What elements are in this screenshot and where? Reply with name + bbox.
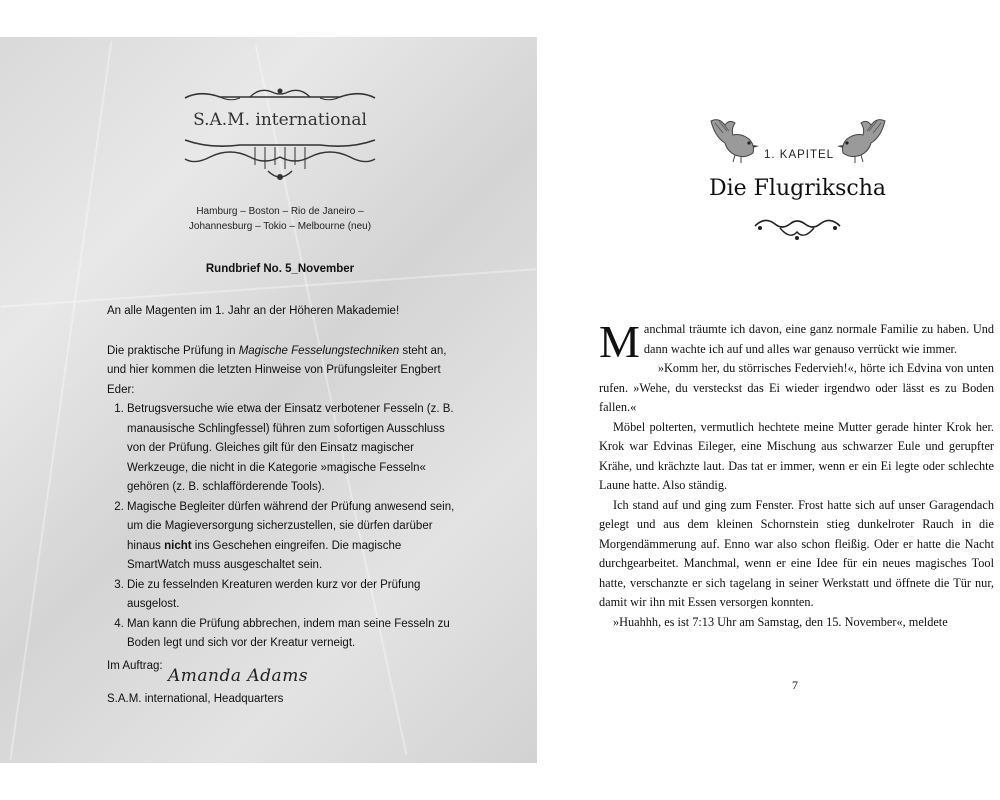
letter-intro bbox=[107, 342, 457, 401]
intro-course-name: Magische Fesselungstechniken bbox=[238, 344, 400, 357]
flourish-bottom-icon bbox=[180, 135, 380, 185]
headquarters-line: S.A.M. international, Headquarters bbox=[107, 693, 284, 705]
rule-item bbox=[127, 498, 457, 576]
intro-text: steht an, und hier kommen die letzten Hinweise von Prüfungsleiter Engbert Eder: bbox=[107, 344, 447, 396]
flourish-top-icon bbox=[180, 84, 380, 106]
circular-title: Rundbrief No. 5_November bbox=[205, 263, 355, 275]
rule-text: Magische Begleiter dürfen während der Prüfung anwesend sein, um die Magieversorgung sicherzustellen, sie dürfen darüber hinaus bbox=[127, 500, 455, 552]
chapter-body bbox=[599, 316, 994, 632]
city-list bbox=[160, 204, 400, 234]
bird-left-icon bbox=[705, 115, 761, 165]
rule-item: 4. Man kann die Prüfung abbrechen, indem man seine Fesseln zu Boden legt und sich vor der Kreatur verneigt. bbox=[127, 615, 457, 654]
paragraph-text: anchmal träumte ich davon, eine ganz normale Familie zu haben. Und dann wachte ich auf und alles war genauso verrückt wie immer. bbox=[643, 322, 994, 356]
paragraph: »Huahhh, es ist 7:13 Uhr am Samstag, den 15. November«, meldete bbox=[613, 614, 948, 629]
paragraph: Möbel polterten, vermutlich hechtete meine Mutter gerade hinter Krok her. Krok war Edvinas Eileger, eine Mischung aus schwarzer Eule und gerupfter Krähe, und krächzte laut. Das tat er immer, wenn er ein Ei legte oder schlechte Laune hatte. Also ständig. bbox=[599, 419, 994, 492]
chapter-title: Die Flugrikscha bbox=[708, 176, 887, 201]
rule-text: Die magische SmartWatch muss ausgeschaltet sein. bbox=[127, 539, 402, 571]
rules-list bbox=[107, 400, 457, 654]
rule-emphasis: nicht bbox=[164, 539, 192, 552]
letter-greeting: An alle Magenten im 1. Jahr an der Höheren Makademie! bbox=[107, 305, 400, 317]
cities-line: Hamburg – Boston – Rio de Janeiro – bbox=[196, 206, 364, 217]
chapter-label: 1. KAPITEL bbox=[764, 149, 835, 161]
letter-body bbox=[107, 302, 457, 654]
cities-line: Johannesburg – Tokio – Melbourne (neu) bbox=[188, 221, 372, 232]
paragraph: Ich stand auf und ging zum Fenster. Frost hatte sich auf unser Garagendach gelegt und aus dem kleinen Schornstein stieg dunkelroter Rauch in die Morgendämmerung auf. Enno war also schon fleißig. Oder er hatte die Nacht durchgearbeitet. Manchmal, wenn er eine Idee für ein neues magisches Tool hatte, verschanzte er sich tagelang in seiner Werkstatt und öffnete die Tür nur, damit wir ihn mit Essen versorgen konnten. bbox=[599, 497, 994, 609]
intro-text: Die praktische Prüfung in bbox=[107, 344, 239, 357]
bird-right-icon bbox=[835, 115, 891, 165]
sign-label: Im Auftrag: bbox=[107, 660, 163, 672]
page-number: 7 bbox=[792, 678, 798, 692]
paragraph bbox=[599, 316, 994, 367]
paragraph: »Komm her, du störrisches Federvieh!«, hörte ich Edvina von unten rufen. »Wehe, du versteckst das Ei wieder irgendwo oder lässt es zu Boden fallen.« bbox=[599, 361, 994, 414]
rule-item: 1. Betrugsversuche wie etwa der Einsatz verbotener Fesseln (z. B. manausische Schlingfessel) führen zum sofortigen Ausschluss von der Prüfung. Gleiches gilt für den Einsatz magischer Werkzeuge, die nicht in die Kategorie »magische Fesseln« gehören (z. B. schlafförderende Tools). bbox=[127, 400, 457, 498]
signature: Amanda Adams bbox=[168, 666, 309, 686]
rule-item: 3. Die zu fesselnden Kreaturen werden kurz vor der Prüfung ausgelost. bbox=[127, 576, 457, 615]
org-name: S.A.M. international bbox=[193, 110, 367, 130]
drop-cap: M bbox=[599, 316, 640, 367]
rule-text: ins Geschehen eingreifen. bbox=[191, 539, 329, 552]
paper-crease bbox=[9, 40, 112, 759]
chapter-flourish-icon bbox=[750, 212, 845, 244]
